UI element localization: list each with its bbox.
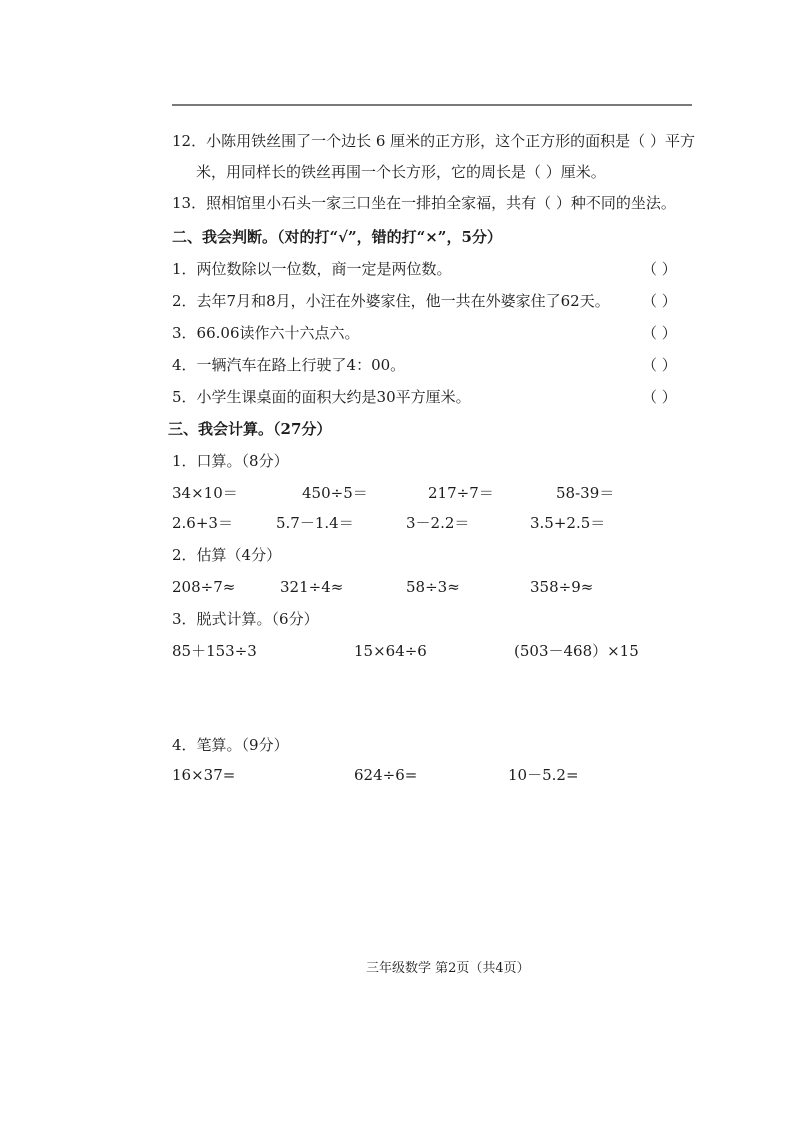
top-rule [172, 104, 692, 106]
q12-line2: 米，用同样长的铁丝再围一个长方形，它的周长是（ ）厘米。 [196, 163, 606, 181]
q13-text: 13．照相馆里小石头一家三口坐在一排拍全家福，共有（ ）种不同的坐法。 [172, 194, 676, 212]
section3-title: 三、我会计算。（27分） [168, 420, 332, 438]
judge-item-5: 5．小学生课桌面的面积大约是30平方厘米。 [172, 388, 471, 406]
judge-item-4: 4．一辆汽车在路上行驶了4：00。 [172, 356, 406, 374]
written-item: 16×37= [172, 766, 236, 784]
judge-item-2: 2．去年7月和8月，小汪在外婆家住，他一共在外婆家住了62天。 [172, 292, 610, 310]
oral-item: 5.7－1.4＝ [276, 514, 354, 532]
written-item: 10－5.2= [508, 766, 579, 784]
judge-item-1: 1．两位数除以一位数，商一定是两位数。 [172, 260, 452, 278]
stepwise-item: 85＋153÷3 [172, 642, 257, 660]
judge-bracket-4[interactable]: （ ） [642, 356, 677, 374]
stepwise-item: (503－468）×15 [514, 642, 639, 660]
stepwise-item: 15×64÷6 [354, 642, 427, 660]
judge-bracket-2[interactable]: （ ） [642, 292, 677, 310]
section2-title: 二、我会判断。（对的打“√”，错的打“×”，5分） [172, 228, 502, 246]
estimate-item: 208÷7≈ [172, 578, 236, 596]
estimate-item: 321÷4≈ [280, 578, 344, 596]
estimate-item: 58÷3≈ [406, 578, 460, 596]
page-footer: 三年级数学 第2页（共4页） [366, 961, 530, 976]
judge-bracket-3[interactable]: （ ） [642, 324, 677, 342]
oral-item: 34×10＝ [172, 484, 238, 502]
judge-item-3: 3．66.06读作六十六点六。 [172, 324, 360, 342]
estimate-item: 358÷9≈ [530, 578, 594, 596]
oral-title: 1．口算。（8分） [172, 452, 289, 470]
written-item: 624÷6= [354, 766, 418, 784]
oral-item: 450÷5＝ [302, 484, 368, 502]
oral-item: 2.6+3＝ [172, 514, 233, 532]
oral-item: 3－2.2＝ [406, 514, 470, 532]
oral-item: 217÷7＝ [428, 484, 494, 502]
judge-bracket-5[interactable]: （ ） [642, 388, 677, 406]
oral-item: 58-39＝ [556, 484, 615, 502]
q12-line1: 12．小陈用铁丝围了一个边长 6 厘米的正方形，这个正方形的面积是（ ）平方 [172, 132, 695, 150]
written-title: 4．笔算。（9分） [172, 736, 289, 754]
judge-bracket-1[interactable]: （ ） [642, 260, 677, 278]
stepwise-title: 3．脱式计算。（6分） [172, 610, 319, 628]
oral-item: 3.5+2.5＝ [530, 514, 606, 532]
estimate-title: 2．估算（4分） [172, 546, 282, 564]
